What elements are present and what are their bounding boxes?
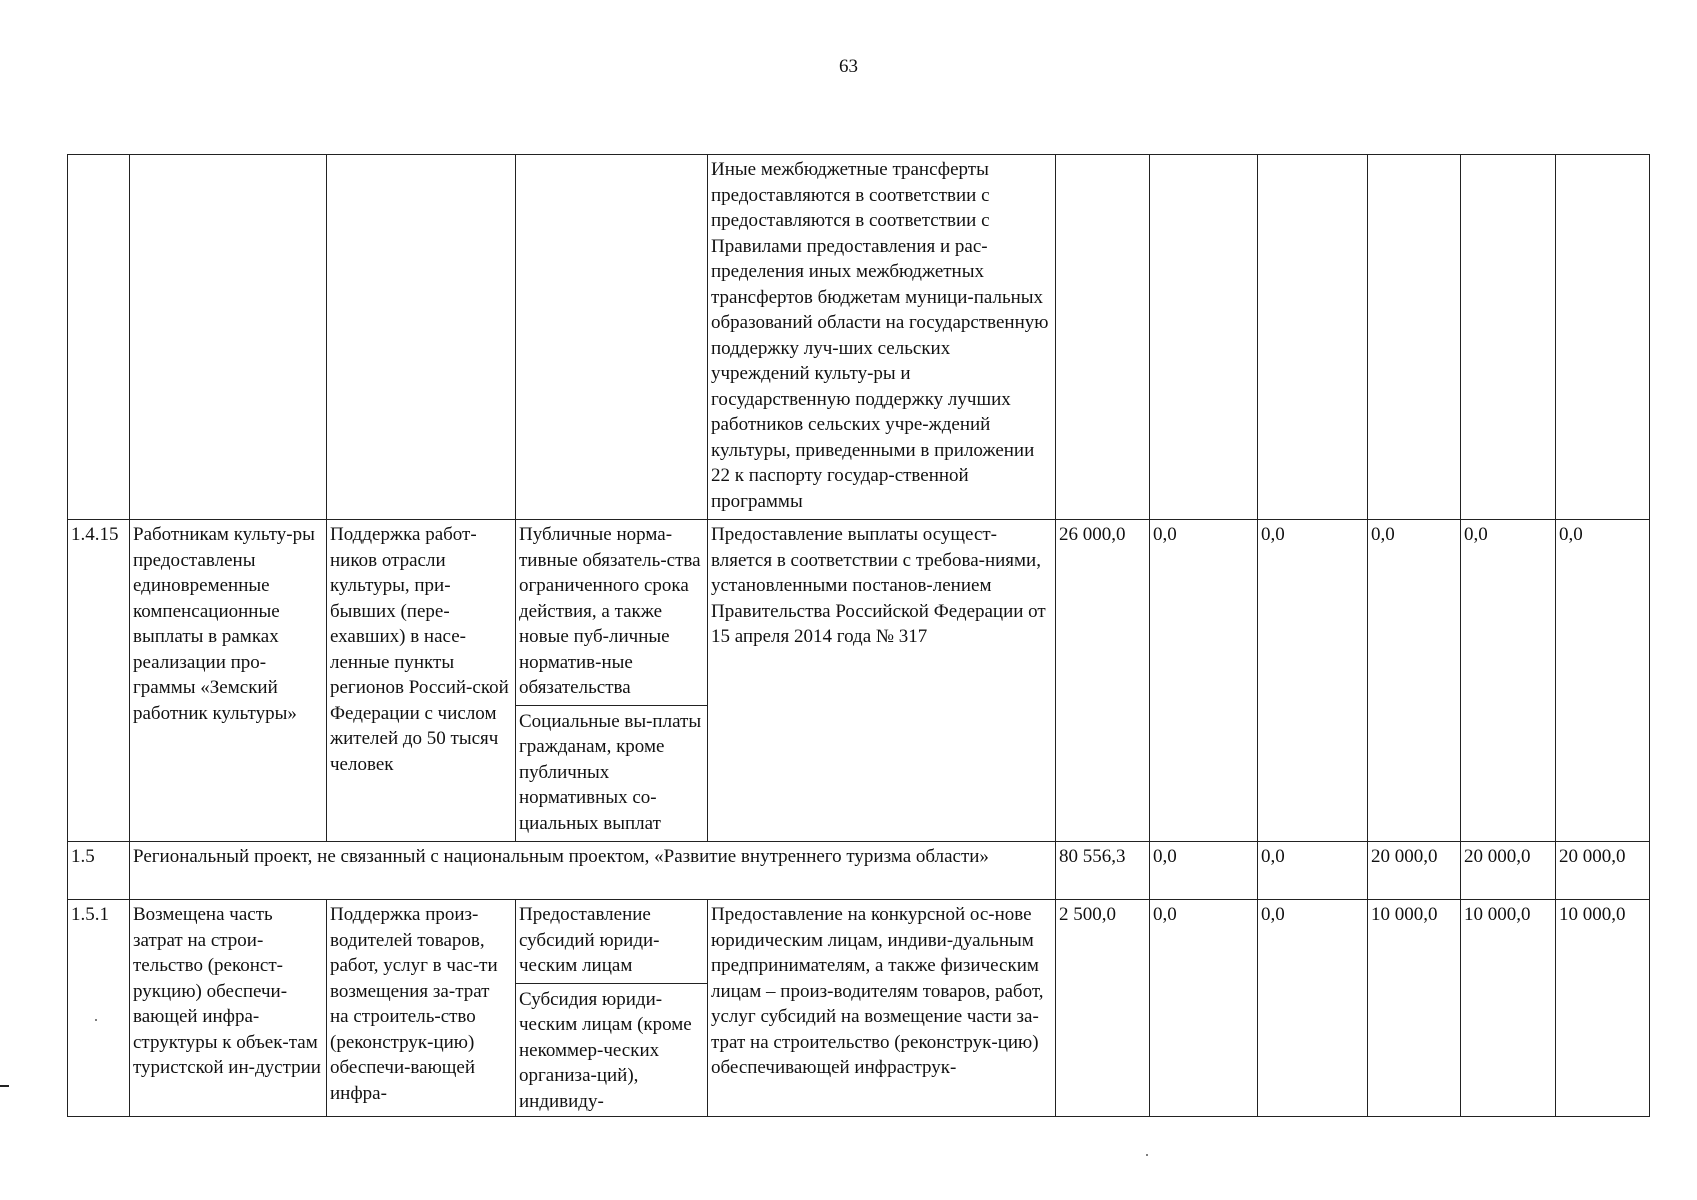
page-number: 63 [839, 56, 858, 77]
value-cell: 20 000,0 [1368, 842, 1461, 900]
measure-cell [327, 155, 516, 520]
value-cell: 0,0 [1556, 520, 1650, 842]
value-cell [1368, 155, 1461, 520]
table-row [68, 842, 1650, 900]
row-number: 1.5.1 [68, 900, 130, 1117]
value-cell [1461, 155, 1556, 520]
row-number: 1.4.15 [68, 520, 130, 842]
description-cell: Предоставление на конкурсной ос-нове юридическим лицам, индиви-дуальным предпринимателям, а также физическим лицам – произ-водителям товаров, работ, услуг субсидий на возмещение части за-трат на строительство (реконструк-цию) обеспечивающей инфраструк- [708, 900, 1056, 1117]
value-cell: 0,0 [1258, 842, 1368, 900]
measure-cell: Поддержка произ-водителей товаров, работ, услуг в час-ти возмещения за-трат на строитель-ство (реконструк-цию) обеспечи-вающей инфра- [327, 900, 516, 1117]
program-table [67, 154, 1650, 1117]
description-cell: Иные межбюджетные трансферты предоставляются в соответствии с предоставляются в соответствии с Правилами предоставления и рас-пределения иных межбюджетных трансфертов бюджетам муници-пальных образований области на государственную поддержку луч-ших сельских учреждений культу-ры и государственную поддержку лучших работников сельских учре-ждений культуры, приведенными в приложении 22 к паспорту государ-ственной программы [708, 155, 1056, 520]
value-cell: 0,0 [1368, 520, 1461, 842]
spending-type-cell [516, 900, 708, 1117]
value-cell: 10 000,0 [1461, 900, 1556, 1117]
value-cell: 0,0 [1461, 520, 1556, 842]
scan-dust-dot [1146, 1154, 1148, 1156]
table-row [68, 520, 1650, 842]
row-number: 1.5 [68, 842, 130, 900]
value-cell: 10 000,0 [1368, 900, 1461, 1117]
value-cell: 80 556,3 [1056, 842, 1150, 900]
row-number [68, 155, 130, 520]
spending-type-item: Субсидия юриди-ческим лицам (кроме некоммер-ческих организа-ций), индивиду- [516, 983, 707, 1115]
spending-type-cell [516, 520, 708, 842]
result-cell [130, 155, 327, 520]
value-cell: 0,0 [1150, 842, 1258, 900]
scan-margin-mark [0, 1085, 9, 1087]
value-cell: 10 000,0 [1556, 900, 1650, 1117]
spending-type-item: Предоставление субсидий юриди-ческим лицам [519, 904, 660, 976]
scan-dust-dot [95, 1019, 97, 1021]
result-cell: Возмещена часть затрат на строи-тельство (реконст-рукцию) обеспечи-вающей инфра-структуры к объек-там туристской ин-дустрии [130, 900, 327, 1117]
value-cell: 0,0 [1258, 520, 1368, 842]
value-cell [1056, 155, 1150, 520]
table-row [68, 155, 1650, 520]
value-cell: 26 000,0 [1056, 520, 1150, 842]
result-cell: Работникам культу-ры предоставлены единовременные компенсационные выплаты в рамках реализации про-граммы «Земский работник культуры» [130, 520, 327, 842]
value-cell: 0,0 [1258, 900, 1368, 1117]
value-cell [1556, 155, 1650, 520]
value-cell: 0,0 [1150, 520, 1258, 842]
measure-cell: Поддержка работ-ников отрасли культуры, при-бывших (пере-ехавших) в насе-ленные пункты регионов Россий-ской Федерации с числом жителей до 50 тысяч человек [327, 520, 516, 842]
value-cell [1150, 155, 1258, 520]
project-title-cell: Региональный проект, не связанный с национальным проектом, «Развитие внутреннего туризма области» [130, 842, 1056, 900]
table-row [68, 900, 1650, 1117]
value-cell: 0,0 [1150, 900, 1258, 1117]
description-cell: Предоставление выплаты осущест-вляется в соответствии с требова-ниями, установленными постанов-лением Правительства Российской Федерации от 15 апреля 2014 года № 317 [708, 520, 1056, 842]
spending-type-item: Публичные норма-тивные обязатель-ства ограниченного срока действия, а также новые пуб-личные норматив-ные обязательства [519, 524, 701, 698]
value-cell: 20 000,0 [1461, 842, 1556, 900]
spending-type-cell [516, 155, 708, 520]
value-cell: 20 000,0 [1556, 842, 1650, 900]
value-cell [1258, 155, 1368, 520]
value-cell: 2 500,0 [1056, 900, 1150, 1117]
spending-type-item: Социальные вы-платы гражданам, кроме публичных нормативных со-циальных выплат [516, 705, 707, 837]
